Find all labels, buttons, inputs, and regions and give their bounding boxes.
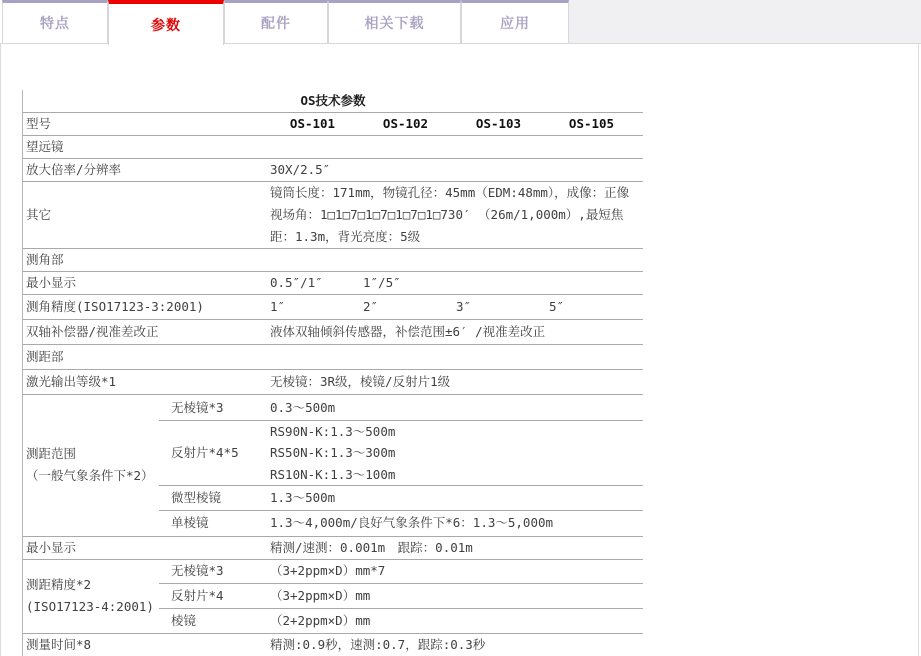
row-value: 无棱镜：3R级，棱镜/反射片1级 (270, 374, 451, 389)
sub-row (159, 511, 643, 536)
spec-row (23, 345, 643, 370)
spec-row (23, 295, 643, 320)
row-label: 双轴补偿器/视准差改正 (26, 324, 159, 339)
sub-row-value (266, 421, 643, 486)
sub-row-value (266, 610, 643, 632)
section-label: 望远镜 (26, 139, 64, 154)
tab-label: 相关下载 (364, 16, 425, 32)
row-value-col: 2″ (363, 299, 379, 314)
model-name: OS-101 (289, 116, 336, 131)
tab-bar (0, 0, 921, 44)
row-label: 激光输出等级*1 (26, 374, 117, 389)
sub-table (159, 560, 643, 633)
sub-row-value (266, 512, 643, 534)
tab-filler (569, 0, 921, 43)
sub-row-label: 反射片*4*5 (171, 445, 239, 460)
row-label: 测角精度(ISO17123-3:2001) (26, 299, 204, 314)
tab-accessories[interactable] (224, 0, 328, 44)
spec-row (23, 634, 643, 656)
spec-table (22, 90, 643, 656)
sub-row-label: 单棱镜 (171, 515, 209, 530)
sub-value-line: 1.3～4,000m/良好气象条件下*6：1.3～5,000m (270, 515, 554, 531)
group-label-line: 测距精度*2 (26, 577, 92, 592)
model-row-label: 型号 (26, 116, 52, 131)
sub-value-line: （2+2ppm×D）mm (270, 612, 371, 628)
row-value-col: 5″ (549, 299, 565, 314)
sub-row-label: 微型棱镜 (171, 489, 222, 505)
sub-row (159, 584, 643, 609)
row-value-col: 1″ (270, 299, 286, 314)
row-value: 精测/速测：0.001m 跟踪：0.01m (270, 539, 473, 555)
tab-features[interactable] (2, 0, 108, 44)
sub-row (159, 395, 643, 421)
sub-row-value (266, 397, 643, 419)
row-value: 液体双轴倾斜传感器，补偿范围±6′ /视准差改正 (270, 324, 546, 339)
sub-value-line: RS90N-K:1.3～500m (270, 423, 396, 439)
group-label-line: （一般气象条件下*2） (26, 468, 154, 484)
group-label-line: 测距范围 (26, 446, 77, 462)
sub-row (159, 560, 643, 584)
row-label: 其它 (26, 207, 52, 222)
model-row (23, 113, 643, 136)
row-value: 精测:0.9秒，速测:0.7，跟踪:0.3秒 (270, 636, 486, 652)
group-label-line: (ISO17123-4:2001) (26, 599, 154, 614)
tab-label: 参数 (151, 17, 181, 34)
spec-row (23, 272, 643, 295)
section-label: 测角部 (26, 252, 64, 267)
model-name: OS-105 (568, 116, 615, 131)
sub-value-line: 1.3～500m (270, 490, 336, 505)
row-label: 放大倍率/分辨率 (26, 162, 122, 177)
model-name: OS-102 (382, 116, 429, 131)
group-row-label (23, 560, 159, 633)
section-label: 测距部 (26, 349, 64, 364)
spec-row (23, 136, 643, 159)
table-title: OS技术参数 (300, 93, 366, 108)
sub-row-label: 无棱镜*3 (171, 563, 224, 578)
sub-row-value (266, 560, 643, 582)
sub-value-line: RS10N-K:1.3～100m (270, 466, 396, 482)
model-values (266, 113, 643, 135)
sub-value-line: RS50N-K:1.3～300m (270, 445, 396, 461)
spec-row (23, 537, 643, 560)
sub-table (159, 395, 643, 536)
row-label: 最小显示 (26, 275, 77, 290)
row-label: 最小显示 (26, 539, 77, 555)
row-value-col: 0.5″/1″ (270, 275, 323, 290)
sub-row-label: 棱镜 (171, 612, 197, 628)
row-label: 测量时间*8 (26, 636, 92, 652)
sub-row-value (266, 585, 643, 607)
spec-row (23, 159, 643, 182)
spec-row (23, 182, 643, 249)
sub-row-value (266, 487, 643, 509)
sub-value-line: （3+2ppm×D）mm*7 (270, 563, 386, 579)
row-value-col: 1″/5″ (363, 275, 401, 290)
sub-row (159, 486, 643, 511)
sub-row (159, 421, 643, 486)
spec-row (23, 395, 643, 537)
tab-parameters[interactable] (108, 0, 224, 45)
tab-label: 配件 (261, 16, 291, 32)
tab-applications[interactable] (461, 0, 569, 44)
model-name: OS-103 (475, 116, 522, 131)
tab-label: 应用 (500, 16, 530, 32)
row-value: 30X/2.5″ (270, 162, 331, 177)
tab-label: 特点 (40, 16, 70, 32)
sub-row-label: 反射片*4 (171, 587, 224, 603)
group-row-label (23, 395, 159, 536)
row-value-col: 3″ (456, 299, 472, 314)
sub-row (159, 609, 643, 633)
content-panel (0, 44, 919, 656)
spec-row (23, 320, 643, 345)
spec-row (23, 560, 643, 634)
row-value: 镜筒长度：171mm，物镜孔径：45mm（EDM:48mm），成像：正像 视场角：1□1□7□1□7□1□7□1□730′ （26m/1,000m）,最短焦距：1.3m，背光亮度：5级 (270, 185, 630, 244)
tab-downloads[interactable] (328, 0, 461, 44)
sub-value-line: 0.3～500m (270, 399, 336, 415)
sub-row-label: 无棱镜*3 (171, 399, 224, 415)
spec-row (23, 249, 643, 272)
spec-row (23, 370, 643, 395)
sub-value-line: （3+2ppm×D）mm (270, 587, 371, 603)
table-title-row (23, 90, 643, 113)
